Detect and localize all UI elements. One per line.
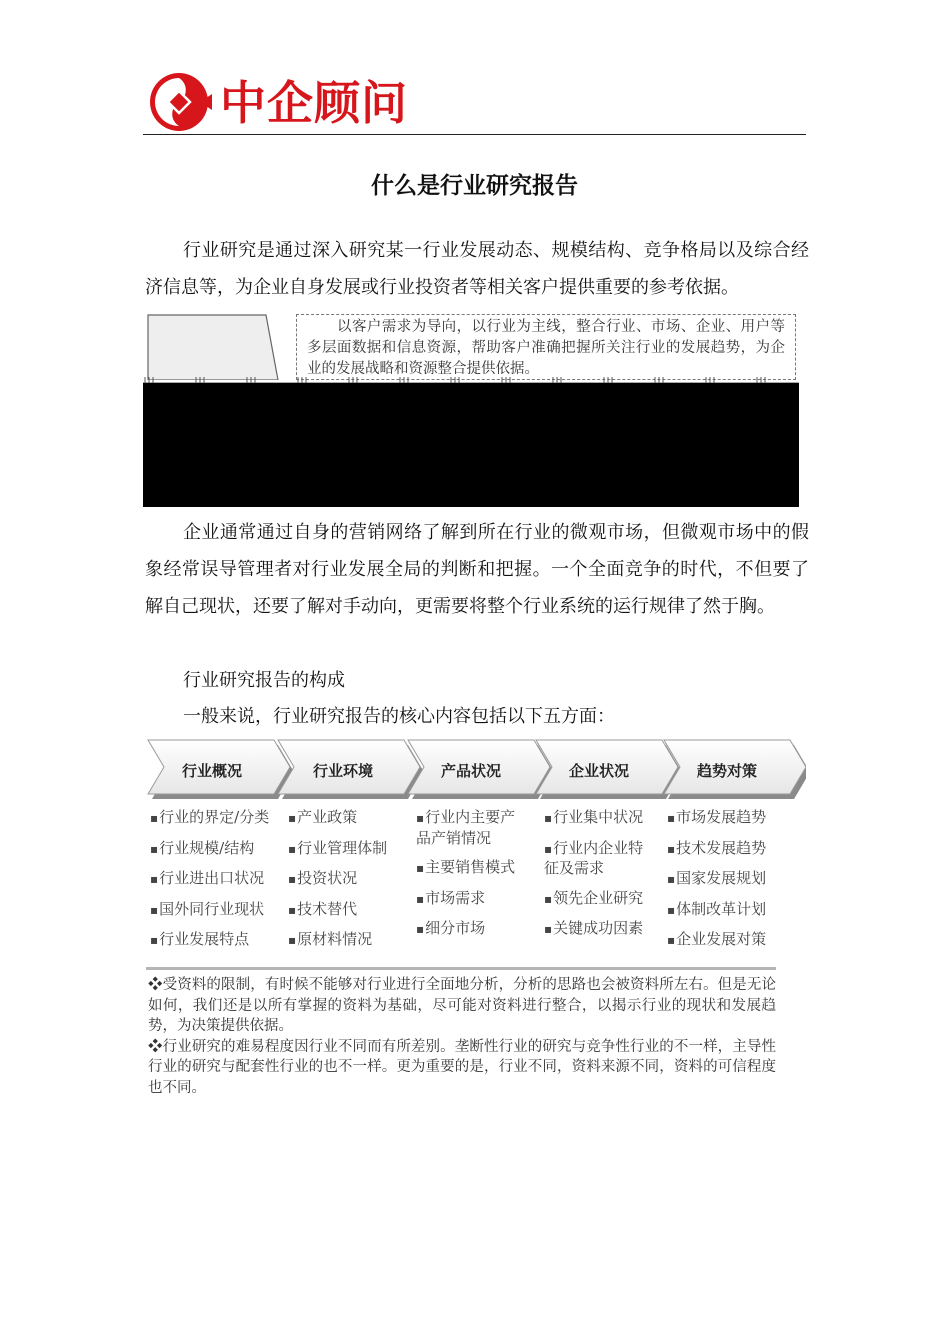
column-item-text: 行业内主要产品产销情况 xyxy=(416,808,516,847)
notes-divider xyxy=(146,967,776,970)
column-item xyxy=(150,808,284,829)
note-item: ❖行业研究的难易程度因行业不同而有所差别。垄断性行业的研究与竞争性行业的不一样，主导性行业的研究与配套性行业的也不一样。更为重要的是，行业不同，资料来源不同，资料的可信程度也不同。 xyxy=(148,1038,776,1096)
column-item-text: 行业管理体制 xyxy=(297,838,388,857)
bullet-icon: ▪ xyxy=(416,861,425,875)
column-item xyxy=(416,919,526,940)
column-item-text: 行业规模/结构 xyxy=(159,838,255,857)
bullet-icon: ▪ xyxy=(288,933,297,947)
column-item-text: 领先企业研究 xyxy=(553,888,644,907)
column-item xyxy=(150,839,284,860)
bullet-icon: ▪ xyxy=(667,841,676,856)
column-item xyxy=(288,808,416,829)
column-item xyxy=(288,930,416,951)
bullet-icon: ▪ xyxy=(667,872,676,886)
column-item-text: 主要销售模式 xyxy=(425,858,516,876)
column-item xyxy=(288,900,416,921)
bullet-icon: ▪ xyxy=(416,922,425,936)
column-item xyxy=(416,808,526,848)
column-item-text: 行业进出口状况 xyxy=(159,869,265,887)
column-item-text: 行业集中状况 xyxy=(553,808,644,826)
page-title: 什么是行业研究报告 xyxy=(371,173,578,199)
column-item xyxy=(667,930,795,951)
column-item-text: 技术发展趋势 xyxy=(676,838,767,857)
bullet-icon: ▪ xyxy=(544,811,553,825)
column-overview xyxy=(150,808,284,961)
column-item xyxy=(544,889,654,910)
chevron-label-enterprises: 企业状况 xyxy=(568,762,629,780)
column-item xyxy=(544,839,654,879)
column-item xyxy=(667,839,795,860)
bullet-icon: ▪ xyxy=(667,811,676,825)
column-item-text: 国家发展规划 xyxy=(676,869,767,887)
column-item-text: 市场发展趋势 xyxy=(676,808,767,826)
diagram-text-box: 以客户需求为导向，以行业为主线，整合行业、市场、企业、用户等多层面数据和信息资源，帮助客户准确把握所关注行业的发展趋势，为企业的发展战略和资源整合提供依据。 xyxy=(296,314,796,380)
column-item-text: 体制改革计划 xyxy=(676,899,767,918)
bullet-icon: ▪ xyxy=(544,922,553,936)
bullet-icon: ▪ xyxy=(416,811,425,825)
bullet-icon: ▪ xyxy=(667,902,676,917)
chevron-label-environment: 行业环境 xyxy=(312,762,373,780)
column-item-text: 行业内企业特征及需求 xyxy=(544,838,644,877)
bullet-icon: ▪ xyxy=(288,841,297,856)
column-item xyxy=(667,808,795,829)
column-item-text: 企业发展对策 xyxy=(676,930,767,948)
column-item xyxy=(416,858,526,879)
bullet-icon: ▪ xyxy=(150,933,159,947)
column-trends xyxy=(667,808,795,961)
column-item xyxy=(150,930,284,951)
header-divider xyxy=(143,134,806,135)
logo-text: 中企顾问 xyxy=(220,76,408,130)
column-item xyxy=(544,808,654,829)
intro-paragraph: 行业研究是通过深入研究某一行业发展动态、规模结构、竞争格局以及综合经济信息等，为企业自身发展或行业投资者等相关客户提供重要的参考依据。 xyxy=(145,240,809,298)
column-item xyxy=(150,869,284,890)
chevron-label-overview: 行业概况 xyxy=(181,762,242,780)
bullet-icon: ▪ xyxy=(150,811,159,825)
column-item-text: 产业政策 xyxy=(297,808,358,826)
column-environment xyxy=(288,808,416,961)
column-item-text: 投资状况 xyxy=(297,869,358,887)
column-item-text: 原材料情况 xyxy=(297,930,373,948)
bullet-icon: ▪ xyxy=(150,872,159,886)
column-products xyxy=(416,808,526,950)
diagram-shape xyxy=(146,314,280,380)
column-item xyxy=(416,889,526,910)
column-item-text: 关键成功因素 xyxy=(553,919,644,937)
column-item-text: 细分市场 xyxy=(425,919,486,937)
bullet-icon: ▪ xyxy=(416,891,425,906)
bullet-icon: ▪ xyxy=(544,841,553,856)
column-item-text: 国外同行业现状 xyxy=(159,899,265,918)
column-item-text: 技术替代 xyxy=(297,899,358,918)
column-item-text: 行业的界定/分类 xyxy=(159,808,270,826)
column-item xyxy=(150,900,284,921)
column-item xyxy=(288,839,416,860)
bullet-icon: ▪ xyxy=(150,841,159,856)
column-item xyxy=(288,869,416,890)
bullet-icon: ▪ xyxy=(667,933,676,947)
chevron-label-products: 产品状况 xyxy=(440,762,501,780)
bullet-icon: ▪ xyxy=(544,891,553,906)
note-item: ❖受资料的限制，有时候不能够对行业进行全面地分析，分析的思路也会被资料所左右。但是无论如何，我们还是以所有掌握的资料为基础，尽可能对资料进行整合，以揭示行业的现状和发展趋势，为决策提供依据。 xyxy=(148,977,776,1034)
bullet-icon: ▪ xyxy=(150,902,159,917)
body-paragraph: 企业通常通过自身的营销网络了解到所在行业的微观市场，但微观市场中的假象经常误导管理者对行业发展全局的判断和把握。一个全面竞争的时代，不但要了解自己现状，还要了解对手动向，更需要将整个行业系统的运行规律了然于胸。 xyxy=(145,522,809,617)
column-item-text: 行业发展特点 xyxy=(159,930,250,948)
diagram-image-block xyxy=(143,383,799,507)
column-item-text: 市场需求 xyxy=(425,888,486,907)
core-content-intro: 一般来说，行业研究报告的核心内容包括以下五方面： xyxy=(183,706,615,727)
notes-block xyxy=(148,975,776,1098)
column-item xyxy=(667,869,795,890)
chevron-label-trends: 趋势对策 xyxy=(696,762,757,780)
bullet-icon: ▪ xyxy=(288,902,297,917)
bullet-icon: ▪ xyxy=(288,872,297,886)
bullet-icon: ▪ xyxy=(288,811,297,825)
section-heading: 行业研究报告的构成 xyxy=(183,670,345,691)
column-item xyxy=(667,900,795,921)
column-enterprises xyxy=(544,808,654,950)
logo-icon xyxy=(148,72,214,132)
column-item xyxy=(544,919,654,940)
